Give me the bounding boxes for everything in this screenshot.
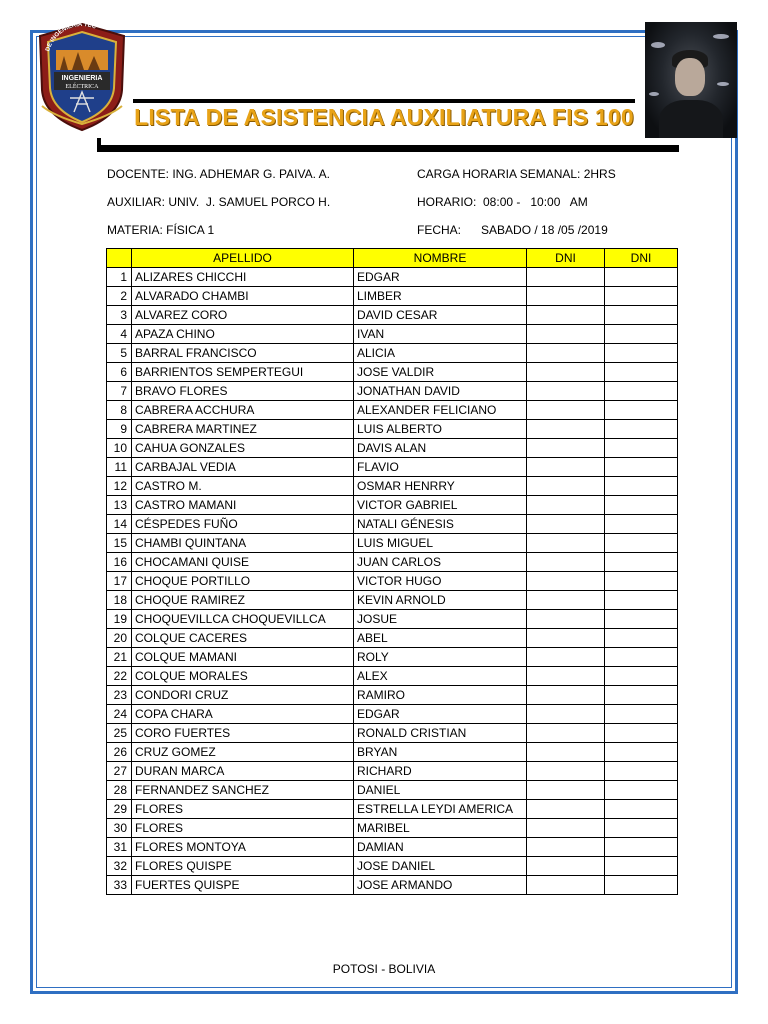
row-dni-2 bbox=[605, 439, 678, 458]
row-dni-2 bbox=[605, 363, 678, 382]
row-dni-1 bbox=[527, 496, 605, 515]
row-nombre: LUIS ALBERTO bbox=[354, 420, 527, 439]
row-dni-2 bbox=[605, 534, 678, 553]
table-row bbox=[107, 591, 678, 610]
row-apellido: CABRERA MARTINEZ bbox=[132, 420, 354, 439]
row-apellido: COPA CHARA bbox=[132, 705, 354, 724]
row-dni-2 bbox=[605, 705, 678, 724]
row-apellido: FERNANDEZ SANCHEZ bbox=[132, 781, 354, 800]
table-row bbox=[107, 610, 678, 629]
row-nombre: KEVIN ARNOLD bbox=[354, 591, 527, 610]
row-nombre: ALEX bbox=[354, 667, 527, 686]
row-nombre: LIMBER bbox=[354, 287, 527, 306]
row-dni-2 bbox=[605, 762, 678, 781]
row-nombre: ESTRELLA LEYDI AMERICA bbox=[354, 800, 527, 819]
row-nombre: IVAN bbox=[354, 325, 527, 344]
row-dni-1 bbox=[527, 458, 605, 477]
row-nombre: DANIEL bbox=[354, 781, 527, 800]
table-row bbox=[107, 401, 678, 420]
attendance-table bbox=[106, 248, 678, 895]
row-dni-1 bbox=[527, 477, 605, 496]
logo-name-line1: INGENIERIA bbox=[61, 75, 103, 82]
row-apellido: CÉSPEDES FUÑO bbox=[132, 515, 354, 534]
row-dni-2 bbox=[605, 857, 678, 876]
row-dni-1 bbox=[527, 629, 605, 648]
row-dni-1 bbox=[527, 325, 605, 344]
row-apellido: COLQUE MAMANI bbox=[132, 648, 354, 667]
row-dni-2 bbox=[605, 401, 678, 420]
info-materia: MATERIA: FÍSICA 1 bbox=[107, 223, 215, 237]
table-row bbox=[107, 458, 678, 477]
row-dni-1 bbox=[527, 534, 605, 553]
table-row bbox=[107, 724, 678, 743]
row-apellido: CORO FUERTES bbox=[132, 724, 354, 743]
row-nombre: JONATHAN DAVID bbox=[354, 382, 527, 401]
row-number: 6 bbox=[107, 363, 132, 382]
header-nombre: NOMBRE bbox=[354, 249, 527, 268]
info-fecha: FECHA: SABADO / 18 /05 /2019 bbox=[417, 223, 608, 237]
table-row bbox=[107, 705, 678, 724]
table-row bbox=[107, 838, 678, 857]
row-number: 1 bbox=[107, 268, 132, 287]
table-row bbox=[107, 534, 678, 553]
row-dni-2 bbox=[605, 629, 678, 648]
row-apellido: ALVAREZ CORO bbox=[132, 306, 354, 325]
table-row bbox=[107, 420, 678, 439]
row-dni-1 bbox=[527, 781, 605, 800]
row-nombre: ABEL bbox=[354, 629, 527, 648]
table-row bbox=[107, 800, 678, 819]
title-rule-top bbox=[133, 99, 635, 103]
row-dni-2 bbox=[605, 819, 678, 838]
row-dni-1 bbox=[527, 705, 605, 724]
row-number: 30 bbox=[107, 819, 132, 838]
row-nombre: NATALI GÉNESIS bbox=[354, 515, 527, 534]
row-apellido: APAZA CHINO bbox=[132, 325, 354, 344]
row-dni-2 bbox=[605, 553, 678, 572]
header-dni-1: DNI bbox=[527, 249, 605, 268]
row-nombre: RICHARD bbox=[354, 762, 527, 781]
row-apellido: CHOQUE PORTILLO bbox=[132, 572, 354, 591]
row-dni-2 bbox=[605, 838, 678, 857]
table-row bbox=[107, 439, 678, 458]
row-dni-2 bbox=[605, 325, 678, 344]
row-dni-2 bbox=[605, 724, 678, 743]
row-dni-2 bbox=[605, 496, 678, 515]
table-row bbox=[107, 876, 678, 895]
row-dni-1 bbox=[527, 439, 605, 458]
row-dni-1 bbox=[527, 857, 605, 876]
row-dni-1 bbox=[527, 648, 605, 667]
row-number: 10 bbox=[107, 439, 132, 458]
table-row bbox=[107, 382, 678, 401]
row-dni-1 bbox=[527, 800, 605, 819]
row-dni-1 bbox=[527, 268, 605, 287]
row-nombre: MARIBEL bbox=[354, 819, 527, 838]
row-nombre: JOSUE bbox=[354, 610, 527, 629]
row-dni-2 bbox=[605, 610, 678, 629]
faculty-logo bbox=[34, 20, 130, 132]
row-apellido: CASTRO MAMANI bbox=[132, 496, 354, 515]
header-apellido: APELLIDO bbox=[132, 249, 354, 268]
footer-location: POTOSI - BOLIVIA bbox=[332, 962, 436, 976]
portrait-photo bbox=[645, 22, 737, 138]
row-dni-2 bbox=[605, 781, 678, 800]
logo-arc-text: DE INGENIERIA TEC bbox=[45, 21, 97, 53]
row-number: 26 bbox=[107, 743, 132, 762]
header-number bbox=[107, 249, 132, 268]
row-dni-1 bbox=[527, 686, 605, 705]
table-body bbox=[107, 268, 678, 895]
row-number: 4 bbox=[107, 325, 132, 344]
row-number: 33 bbox=[107, 876, 132, 895]
table-row bbox=[107, 629, 678, 648]
row-nombre: JUAN CARLOS bbox=[354, 553, 527, 572]
row-dni-1 bbox=[527, 876, 605, 895]
row-dni-2 bbox=[605, 800, 678, 819]
table-row bbox=[107, 287, 678, 306]
row-dni-2 bbox=[605, 477, 678, 496]
table-header-row bbox=[107, 249, 678, 268]
row-dni-2 bbox=[605, 667, 678, 686]
row-dni-2 bbox=[605, 686, 678, 705]
row-number: 8 bbox=[107, 401, 132, 420]
row-dni-1 bbox=[527, 838, 605, 857]
row-nombre: DAMIAN bbox=[354, 838, 527, 857]
row-number: 9 bbox=[107, 420, 132, 439]
row-dni-1 bbox=[527, 515, 605, 534]
table-row bbox=[107, 496, 678, 515]
table-row bbox=[107, 572, 678, 591]
row-nombre: RONALD CRISTIAN bbox=[354, 724, 527, 743]
title-rule-bottom bbox=[97, 145, 679, 152]
row-number: 27 bbox=[107, 762, 132, 781]
row-apellido: CHOQUE RAMIREZ bbox=[132, 591, 354, 610]
table-row bbox=[107, 762, 678, 781]
row-dni-2 bbox=[605, 743, 678, 762]
row-dni-2 bbox=[605, 268, 678, 287]
row-nombre: JOSE DANIEL bbox=[354, 857, 527, 876]
row-nombre: EDGAR bbox=[354, 705, 527, 724]
row-nombre: VICTOR HUGO bbox=[354, 572, 527, 591]
row-apellido: FLORES QUISPE bbox=[132, 857, 354, 876]
row-number: 15 bbox=[107, 534, 132, 553]
row-nombre: ROLY bbox=[354, 648, 527, 667]
row-number: 18 bbox=[107, 591, 132, 610]
table-row bbox=[107, 515, 678, 534]
row-dni-1 bbox=[527, 420, 605, 439]
row-number: 14 bbox=[107, 515, 132, 534]
row-dni-2 bbox=[605, 876, 678, 895]
row-nombre: RAMIRO bbox=[354, 686, 527, 705]
row-nombre: FLAVIO bbox=[354, 458, 527, 477]
row-apellido: CHAMBI QUINTANA bbox=[132, 534, 354, 553]
row-number: 3 bbox=[107, 306, 132, 325]
row-nombre: ALICIA bbox=[354, 344, 527, 363]
row-number: 2 bbox=[107, 287, 132, 306]
row-apellido: CHOCAMANI QUISE bbox=[132, 553, 354, 572]
table-row bbox=[107, 344, 678, 363]
row-nombre: LUIS MIGUEL bbox=[354, 534, 527, 553]
table-row bbox=[107, 819, 678, 838]
row-apellido: COLQUE CACERES bbox=[132, 629, 354, 648]
row-dni-1 bbox=[527, 762, 605, 781]
header-dni-2: DNI bbox=[605, 249, 678, 268]
row-apellido: CASTRO M. bbox=[132, 477, 354, 496]
info-carga-horaria: CARGA HORARIA SEMANAL: 2HRS bbox=[417, 167, 616, 181]
row-number: 7 bbox=[107, 382, 132, 401]
row-number: 17 bbox=[107, 572, 132, 591]
table-row bbox=[107, 667, 678, 686]
row-number: 28 bbox=[107, 781, 132, 800]
table-row bbox=[107, 781, 678, 800]
row-apellido: CABRERA ACCHURA bbox=[132, 401, 354, 420]
row-nombre: DAVIS ALAN bbox=[354, 439, 527, 458]
table-row bbox=[107, 686, 678, 705]
row-dni-1 bbox=[527, 743, 605, 762]
row-dni-2 bbox=[605, 458, 678, 477]
table-row bbox=[107, 648, 678, 667]
table-row bbox=[107, 553, 678, 572]
row-dni-1 bbox=[527, 724, 605, 743]
row-apellido: ALIZARES CHICCHI bbox=[132, 268, 354, 287]
row-apellido: CHOQUEVILLCA CHOQUEVILLCA bbox=[132, 610, 354, 629]
table-row bbox=[107, 268, 678, 287]
row-dni-1 bbox=[527, 401, 605, 420]
document-title: LISTA DE ASISTENCIA AUXILIATURA FIS 100 bbox=[134, 104, 634, 130]
table-row bbox=[107, 363, 678, 382]
table-row bbox=[107, 325, 678, 344]
row-dni-2 bbox=[605, 572, 678, 591]
row-number: 13 bbox=[107, 496, 132, 515]
row-number: 32 bbox=[107, 857, 132, 876]
row-nombre: DAVID CESAR bbox=[354, 306, 527, 325]
row-apellido: FLORES MONTOYA bbox=[132, 838, 354, 857]
row-nombre: OSMAR HENRRY bbox=[354, 477, 527, 496]
row-nombre: JOSE VALDIR bbox=[354, 363, 527, 382]
row-apellido: BARRIENTOS SEMPERTEGUI bbox=[132, 363, 354, 382]
row-number: 11 bbox=[107, 458, 132, 477]
row-apellido: FUERTES QUISPE bbox=[132, 876, 354, 895]
row-nombre: EDGAR bbox=[354, 268, 527, 287]
row-apellido: FLORES bbox=[132, 800, 354, 819]
row-dni-2 bbox=[605, 287, 678, 306]
row-number: 19 bbox=[107, 610, 132, 629]
row-dni-1 bbox=[527, 667, 605, 686]
row-nombre: BRYAN bbox=[354, 743, 527, 762]
table-row bbox=[107, 743, 678, 762]
row-number: 29 bbox=[107, 800, 132, 819]
row-number: 31 bbox=[107, 838, 132, 857]
row-number: 5 bbox=[107, 344, 132, 363]
row-apellido: DURAN MARCA bbox=[132, 762, 354, 781]
row-number: 24 bbox=[107, 705, 132, 724]
row-number: 20 bbox=[107, 629, 132, 648]
row-dni-2 bbox=[605, 344, 678, 363]
row-apellido: BRAVO FLORES bbox=[132, 382, 354, 401]
row-number: 21 bbox=[107, 648, 132, 667]
row-dni-1 bbox=[527, 287, 605, 306]
row-apellido: COLQUE MORALES bbox=[132, 667, 354, 686]
row-apellido: FLORES bbox=[132, 819, 354, 838]
logo-name-line2: ELÉCTRICA bbox=[65, 84, 99, 90]
row-apellido: CONDORI CRUZ bbox=[132, 686, 354, 705]
row-nombre: VICTOR GABRIEL bbox=[354, 496, 527, 515]
row-dni-1 bbox=[527, 363, 605, 382]
row-dni-2 bbox=[605, 591, 678, 610]
info-auxiliar: AUXILIAR: UNIV. J. SAMUEL PORCO H. bbox=[107, 195, 331, 209]
row-apellido: CARBAJAL VEDIA bbox=[132, 458, 354, 477]
row-dni-1 bbox=[527, 591, 605, 610]
row-dni-2 bbox=[605, 420, 678, 439]
row-apellido: ALVARADO CHAMBI bbox=[132, 287, 354, 306]
table-row bbox=[107, 477, 678, 496]
table-row bbox=[107, 306, 678, 325]
row-dni-1 bbox=[527, 344, 605, 363]
row-dni-1 bbox=[527, 819, 605, 838]
row-apellido: CAHUA GONZALES bbox=[132, 439, 354, 458]
row-nombre: ALEXANDER FELICIANO bbox=[354, 401, 527, 420]
row-dni-2 bbox=[605, 382, 678, 401]
table-row bbox=[107, 857, 678, 876]
row-dni-1 bbox=[527, 610, 605, 629]
row-dni-1 bbox=[527, 572, 605, 591]
row-nombre: JOSE ARMANDO bbox=[354, 876, 527, 895]
row-dni-2 bbox=[605, 515, 678, 534]
row-number: 25 bbox=[107, 724, 132, 743]
row-dni-1 bbox=[527, 553, 605, 572]
info-docente: DOCENTE: ING. ADHEMAR G. PAIVA. A. bbox=[107, 167, 330, 181]
row-apellido: CRUZ GOMEZ bbox=[132, 743, 354, 762]
row-number: 23 bbox=[107, 686, 132, 705]
row-dni-2 bbox=[605, 648, 678, 667]
row-number: 16 bbox=[107, 553, 132, 572]
row-number: 12 bbox=[107, 477, 132, 496]
row-dni-2 bbox=[605, 306, 678, 325]
row-number: 22 bbox=[107, 667, 132, 686]
row-dni-1 bbox=[527, 382, 605, 401]
row-dni-1 bbox=[527, 306, 605, 325]
info-horario: HORARIO: 08:00 - 10:00 AM bbox=[417, 195, 588, 209]
row-apellido: BARRAL FRANCISCO bbox=[132, 344, 354, 363]
